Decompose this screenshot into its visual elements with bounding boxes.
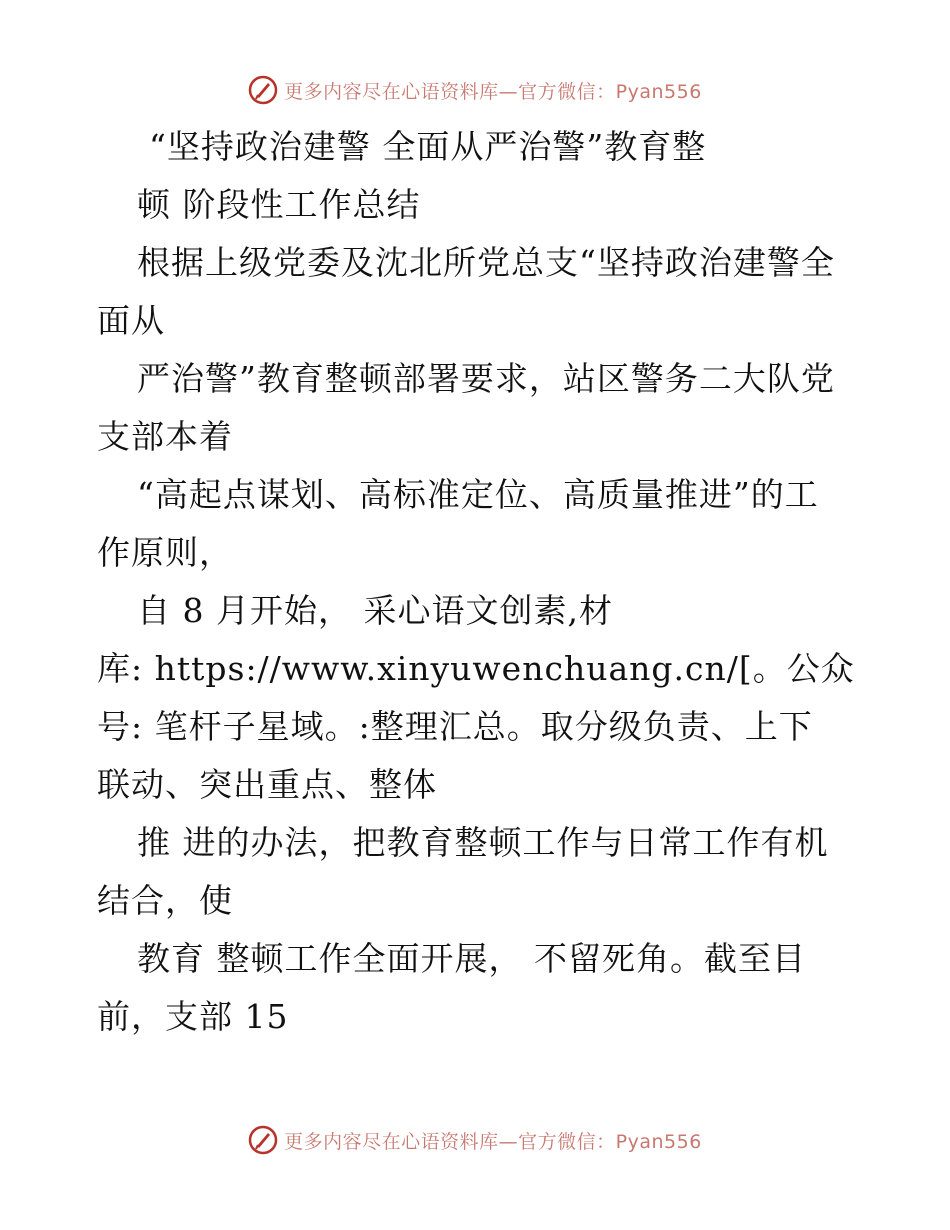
- paragraph-line: “高起点谋划、高标准定位、高质量推进”的工: [137, 475, 819, 514]
- paragraph-line: 号: 笔杆子星域。:整理汇总。取分级负责、上下: [97, 707, 813, 746]
- paragraph-line: 库: https://www.xinyuwenchuang.cn/[。公众: [97, 649, 855, 688]
- paragraph-line: 根据上级党委及沈北所党总支“坚持政治建警全: [137, 243, 835, 282]
- title-line-2: 顿 阶段性工作总结: [137, 185, 421, 224]
- document-body: [97, 118, 867, 1046]
- title-line-1: “坚持政治建警 全面从严治警”教育整: [149, 127, 707, 166]
- paragraph-line: 自 8 月开始， 采心语文创素,材: [137, 591, 613, 630]
- paragraph-line: 联动、突出重点、整体: [97, 765, 437, 804]
- paragraph-line: 推 进的办法，把教育整顿工作与日常工作有机: [137, 823, 829, 862]
- watermark-text: 更多内容尽在心语资料库—官方微信：Pyan556: [284, 1130, 702, 1153]
- paragraph-line: 严治警”教育整顿部署要求，站区警务二大队党: [137, 359, 835, 398]
- paragraph-line: 支部本着: [97, 417, 233, 456]
- paragraph-line: 面从: [97, 301, 165, 340]
- paragraph-line: 教育 整顿工作全面开展， 不留死角。截至目: [137, 939, 806, 978]
- footer-watermark-banner: [0, 1120, 950, 1160]
- quill-pen-logo-icon: [248, 1125, 278, 1155]
- paragraph-line: 结合，使: [97, 881, 233, 920]
- header-watermark-banner: [0, 70, 950, 110]
- watermark-text: 更多内容尽在心语资料库—官方微信：Pyan556: [284, 80, 702, 103]
- quill-pen-logo-icon: [248, 75, 278, 105]
- paragraph-line: 作原则，: [97, 533, 233, 572]
- paragraph-line: 前，支部 15: [97, 997, 289, 1036]
